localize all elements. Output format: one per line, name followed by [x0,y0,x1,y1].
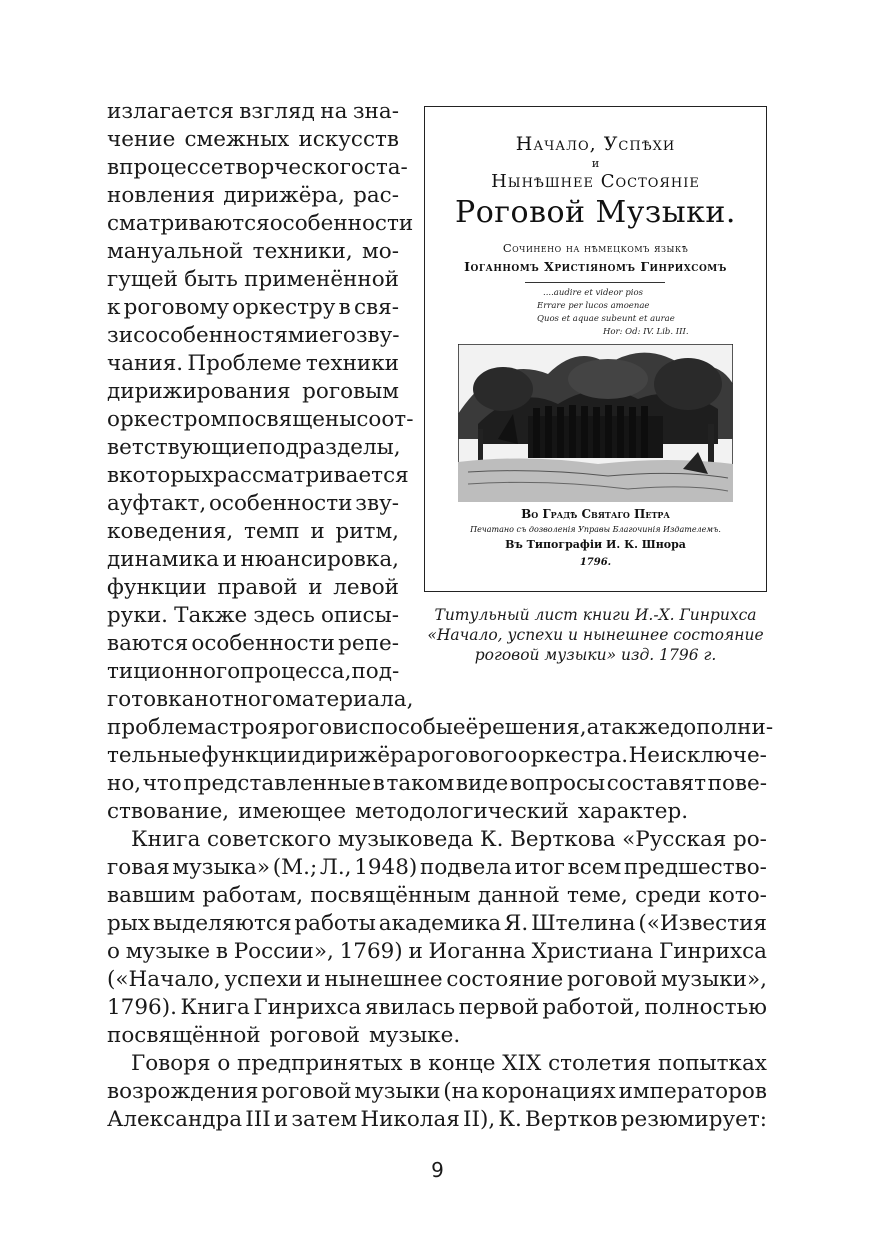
text-line: ствование, имеющее методологический характер. [107,799,689,824]
title-page-epigraph-line: Errare per lucos amoenae [537,301,650,311]
text-line: дирижирования роговым [107,379,399,404]
page-number: 9 [431,1158,444,1182]
text-line: ветствующие подразделы, [107,435,401,460]
horn-orchestra-engraving [458,344,733,502]
text-line: новления дирижёра, рас- [107,183,399,208]
text-line: чение смежных искусств [107,127,399,152]
title-page-year: 1796. [579,557,612,568]
title-page-line: Начало, Успѣхи [515,133,676,155]
text-line: проблема строя рогов и способы её решения, а также дополни- [107,715,774,740]
text-line: в которых рассматривается [107,463,409,488]
text-line: мануальной техники, мо- [107,239,399,264]
title-page-epigraph-line: Hor: Od: IV. Lib. III. [603,327,689,337]
text-line: посвящённой роговой музыке. [107,1023,461,1048]
text-line: вавшим работам, посвящённым данной теме, среди кото- [107,883,767,908]
text-line: зи с особенностями его зву- [107,323,400,348]
text-line: готовка нотного материала, [107,687,414,712]
figure-caption-line: роговой музыки» изд. 1796 г. [474,646,717,664]
text-line: Говоря о предпринятых в конце XIX столетия попытках [131,1051,767,1076]
text-line: но, что представленные в таком виде вопросы составят пове- [107,771,767,796]
title-page-line: и [591,157,600,170]
text-line: излагается взгляд на зна- [107,99,399,124]
text-line: («Начало, успехи и нынешнее состояние роговой музыки», [107,967,767,992]
figure-caption-line: Титульный лист книги И.-Х. Гинрихса [434,606,757,624]
text-line: динамика и нюансировка, [107,547,399,572]
title-page-imprint: Въ Типографiи И. К. Шнора [505,538,686,551]
text-line: Книга советского музыковеда К. Верткова «Русская ро- [131,827,767,852]
title-page-figure [424,106,767,592]
text-line: коведения, темп и ритм, [107,519,399,544]
title-page-epigraph-line: ....audire et videor pios [543,288,643,298]
text-line: Александра III и затем Николая II), К. Вертков резюмирует: [107,1107,767,1132]
text-line: функции правой и левой [107,575,399,600]
text-line: чания. Проблеме техники [107,351,399,376]
text-line: ваются особенности репе- [107,631,399,656]
text-line: рых выделяются работы академика Я. Штелина («Известия [107,911,767,936]
title-page-imprint: Печатано съ дозволенiя Управы Благочинiя Издателемъ. [470,525,721,534]
title-page-main-title: Роговой Музыки. [455,195,736,230]
text-line: говая музыка» (М.; Л., 1948) подвела итог всем предшество- [107,855,767,880]
title-page-author: Iоганномъ Христiяномъ Гинрихсомъ [464,259,727,274]
text-line: о музыке в России», 1769) и Иоганна Христиана Гинрихса [107,939,767,964]
text-line: руки. Также здесь описы- [107,603,399,628]
text-line: гущей быть применённой [107,267,399,292]
title-page-line: Нынѣшнее Состоянiе [491,171,700,192]
text-line: возрождения роговой музыки (на коронациях императоров [107,1079,767,1104]
title-page-imprint: Во Градѣ Святаго Петра [521,507,670,521]
text-line: тельные функции дирижёра рогового оркестра. Не исключе- [107,743,767,768]
title-page-line: Сочинено на нѣмецкомъ языкѣ [502,241,689,255]
text-line: ауфтакт, особенности зву- [107,491,399,516]
text-line: в процессе творческого ста- [107,155,408,180]
figure-caption-line: «Начало, успехи и нынешнее состояние [427,626,764,644]
text-line: сматриваются особенности [107,211,414,236]
text-line: оркестром посвящены соот- [107,407,414,432]
text-line: 1796). Книга Гинрихса явилась первой работой, полностью [107,995,767,1020]
text-line: тиционного процесса, под- [107,659,400,684]
text-line: к роговому оркестру в свя- [107,295,399,320]
title-page-epigraph-line: Quos et aquae subeunt et aurae [537,314,675,324]
title-page-divider [525,282,665,283]
